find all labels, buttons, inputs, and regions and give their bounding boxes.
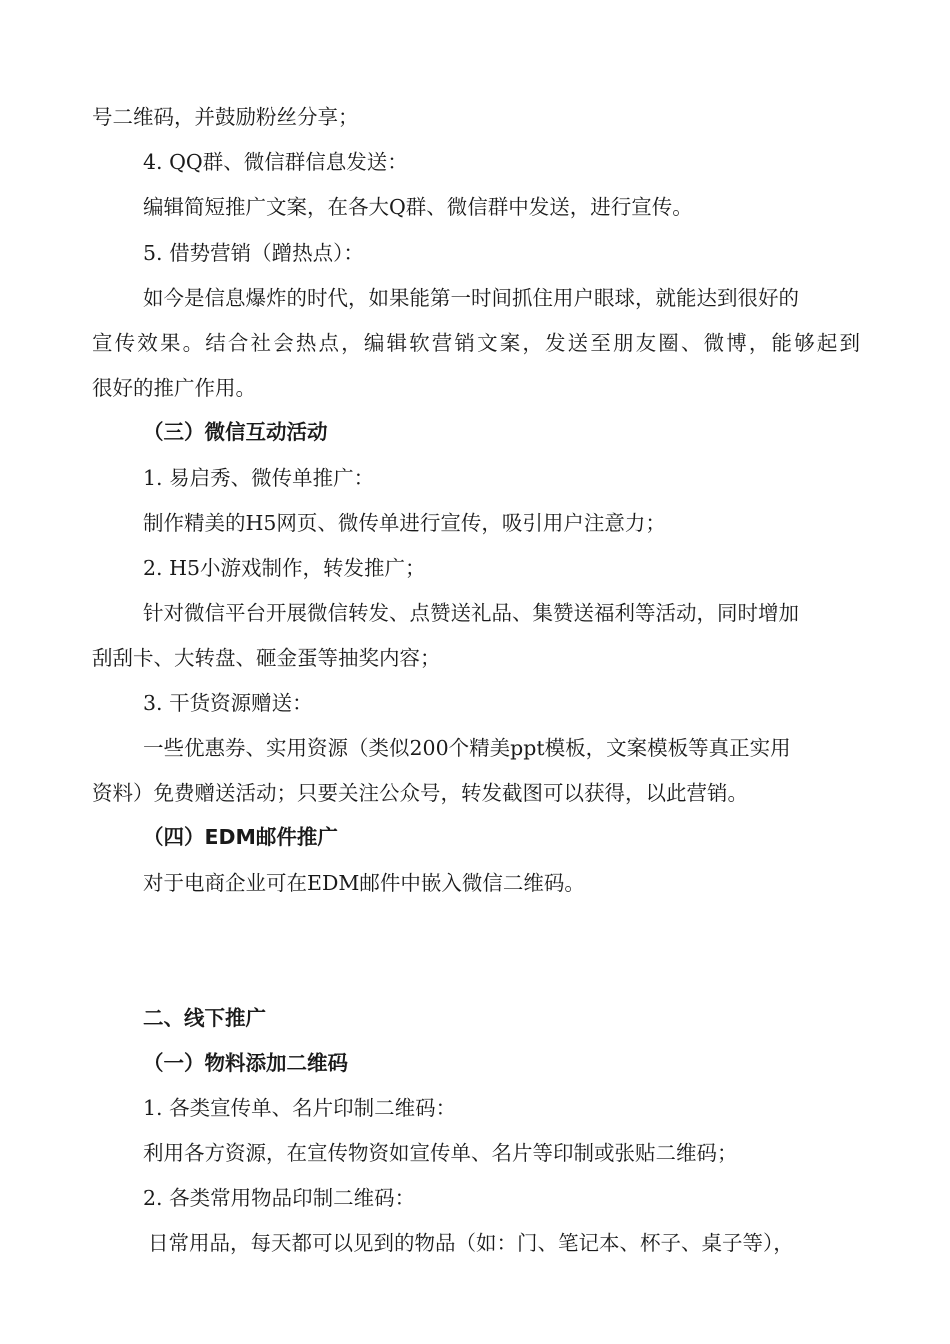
paragraph-line: 利用各方资源，在宣传物资如宣传单、名片等印制或张贴二维码；	[143, 1141, 738, 1165]
paragraph-line: 日常用品，每天都可以见到的物品（如：门、笔记本、杯子、桌子等），	[148, 1231, 794, 1255]
section-heading: （三）微信互动活动	[143, 420, 328, 444]
paragraph-line: 宣传效果。结合社会热点，编辑软营销文案，发送至朋友圈、微博，能够起到	[92, 331, 860, 355]
paragraph-line: 很好的推广作用。	[92, 376, 256, 400]
list-item-heading: 2. 各类常用物品印制二维码：	[143, 1186, 416, 1210]
list-item-heading: 3. 干货资源赠送：	[143, 691, 313, 715]
paragraph-line: 号二维码，并鼓励粉丝分享；	[92, 105, 359, 129]
list-item-heading: 1. 各类宣传单、名片印制二维码：	[143, 1096, 457, 1120]
paragraph-line: 针对微信平台开展微信转发、点赞送礼品、集赞送福利等活动，同时增加	[143, 601, 799, 625]
paragraph-line: 资料）免费赠送活动；只要关注公众号，转发截图可以获得，以此营销。	[92, 781, 748, 805]
paragraph-line: 刮刮卡、大转盘、砸金蛋等抽奖内容；	[92, 646, 441, 670]
section-heading: （四）EDM邮件推广	[143, 825, 338, 849]
paragraph-line: 制作精美的H5网页、微传单进行宣传，吸引用户注意力；	[143, 511, 666, 535]
paragraph-line: 一些优惠券、实用资源（类似200个精美ppt模板，文案模板等真正实用	[143, 736, 791, 760]
paragraph-line: 如今是信息爆炸的时代，如果能第一时间抓住用户眼球，就能达到很好的	[143, 286, 799, 310]
list-item-heading: 4. QQ群、微信群信息发送：	[143, 150, 408, 174]
list-item-heading: 5. 借势营销（蹭热点）：	[143, 241, 364, 265]
paragraph-line: 对于电商企业可在EDM邮件中嵌入微信二维码。	[143, 871, 585, 895]
section-heading: （一）物料添加二维码	[143, 1051, 348, 1075]
list-item-heading: 1. 易启秀、微传单推广：	[143, 466, 375, 490]
list-item-heading: 2. H5小游戏制作，转发推广；	[143, 556, 426, 580]
chapter-heading: 二、线下推广	[143, 1006, 266, 1030]
paragraph-line: 编辑简短推广文案，在各大Q群、微信群中发送，进行宣传。	[143, 195, 693, 219]
